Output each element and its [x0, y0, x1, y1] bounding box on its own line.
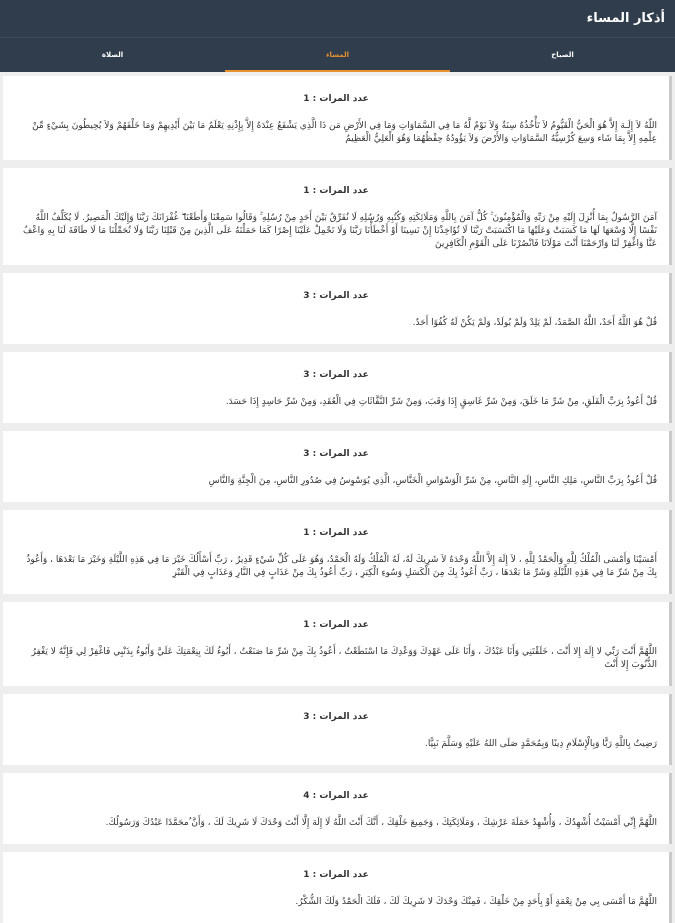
- repeat-count: عدد المرات : 1: [303, 528, 369, 538]
- app-bar: [0, 0, 675, 38]
- repeat-count: عدد المرات : 3: [303, 449, 369, 459]
- dhikr-text: آمَنَ الرَّسُولُ بِمَا أُنْزِلَ إِلَيْهِ مِنْ رَبِّهِ وَالْمُؤْمِنُونَ ۚ كُلٌّ آمَنَ بِاللَّهِ وَمَلَائِكَتِهِ وَكُتُبِهِ وَرُسُلِهِ لَا نُفَرِّقُ بَيْنَ أَحَدٍ مِنْ رُسُلِهِ ۚ وَقَالُوا سَمِعْنَا وَأَطَعْنَا ۖ غُفْرَانَكَ رَبَّنَا وَإِلَيْكَ الْمَصِيرُ. لَا يُكَلِّفُ اللَّهُ نَفْسًا إِلَّا وُسْعَهَا لَهَا مَا كَسَبَتْ وَعَلَيْهَا مَا اكْتَسَبَتْ رَبَّنَا لَا تُؤَاخِذْنَا إِنْ نَسِينَا أَوْ أَخْطَأْنَا رَبَّنَا وَلَا تَحْمِلْ عَلَيْنَا إِصْرًا كَمَا حَمَلْتَهُ عَلَى الَّذِينَ مِنْ قَبْلِنَا رَبَّنَا وَلَا تُحَمِّلْنَا مَا لَا طَاقَةَ لَنَا بِهِ وَاعْفُ عَنَّا وَاغْفِرْ لَنَا وَارْحَمْنَا أَنْتَ مَوْلَانَا فَانْصُرْنَا عَلَى الْقَوْمِ الْكَافِرِينَ: [22, 213, 657, 249]
- repeat-count: عدد المرات : 1: [303, 186, 369, 196]
- repeat-count: عدد المرات : 3: [303, 712, 369, 722]
- tab-prayer[interactable]: الصلاة: [101, 51, 124, 59]
- repeat-count: عدد المرات : 4: [303, 791, 369, 801]
- dhikr-text: قُلْ أَعُوذُ بِرَبِّ النَّاسِ، مَلِكِ النَّاسِ، إِلَهِ النَّاسِ، مِنْ شَرِّ الْوَسْوَاسِ الْخَنَّاسِ، الَّذِي يُوَسْوِسُ فِي صُدُورِ النَّاسِ، مِنَ الْجِنَّةِ وَالنَّاسِ: [208, 476, 657, 486]
- dhikr-card[interactable]: [3, 773, 672, 844]
- dhikr-text: اللَّهُمَّ إِنِّي أَمْسَيْتُ أُشْهِدُكَ ، وَأُشْهِدُ حَمَلَةَ عَرْشِكَ ، وَمَلَائِكَتِكَ ، وَجَمِيعَ خَلْقِكَ ، أَنَّكَ أَنْتَ اللَّهُ لَا إِلَهَ إِلَّا أَنْتَ وَحْدَكَ لَا شَرِيكَ لَكَ ، وَأَنَّ ُمحَمَّدًا عَبْدُكَ وَرَسُولُكَ.: [105, 818, 657, 828]
- repeat-count: عدد المرات : 1: [303, 620, 369, 630]
- dhikr-text: اللَّهُمَّ أَنْتَ رَبِّي لا إِلَهَ إِلا أَنْتَ ، خَلَقْتَنِي وَأَنَا عَبْدُكَ ، وَأَنَا عَلَى عَهْدِكَ وَوَعْدِكَ مَا اسْتَطَعْتُ ، أَعُوذُ بِكَ مِنْ شَرِّ مَا صَنَعْتُ ، أَبُوءُ لَكَ بِنِعْمَتِكَ عَلَيَّ وَأَبُوءُ بِذَنْبِي فَاغْفِرْ لِي فَإِنَّهُ لا يَغْفِرُ الذُّنُوبَ إِلا أَنْتَ: [31, 647, 657, 670]
- active-tab-indicator: [225, 70, 450, 72]
- repeat-count: عدد المرات : 1: [303, 870, 369, 880]
- dhikr-card[interactable]: [3, 694, 672, 765]
- dhikr-text: رَضِيتُ بِاللَّهِ رَبًّا وَبِالْإِسْلَامِ دِينًا وَبِمُحَمَّدٍ صَلَى اللهُ عَلَيْهِ وَسَلَّمَ نَبِيًّا.: [425, 739, 657, 749]
- dhikr-card[interactable]: [3, 273, 672, 344]
- dhikr-card[interactable]: [3, 602, 672, 686]
- dhikr-card[interactable]: [3, 431, 672, 502]
- tab-bar: [0, 38, 675, 72]
- dhikr-card[interactable]: [3, 168, 672, 265]
- dhikr-card[interactable]: [3, 352, 672, 423]
- dhikr-text: اللَّهُمَّ مَا أَمْسَى بِي مِنْ نِعْمَةٍ أَوْ بِأَحَدٍ مِنْ خَلْقِكَ ، فَمِنْكَ وَحْدَكَ لا شَرِيكَ لَكَ ، فَلَكَ الْحَمْدُ وَلَكَ الشُّكْرُ.: [295, 897, 657, 907]
- tab-evening[interactable]: المساء: [325, 51, 350, 59]
- dhikr-card[interactable]: [3, 852, 672, 923]
- dhikr-card[interactable]: [3, 510, 672, 594]
- repeat-count: عدد المرات : 1: [303, 94, 369, 104]
- dhikr-text: قُلْ أَعُوذُ بِرَبِّ الْفَلَقِ، مِنْ شَرِّ مَا خَلَقَ، وَمِنْ شَرِّ غَاسِقٍ إِذَا وَقَبَ، وَمِنْ شَرِّ النَّفَّاثَاتِ فِي الْعُقَدِ، وَمِنْ شَرِّ حَاسِدٍ إِذَا حَسَدَ.: [225, 397, 657, 407]
- dhikr-card[interactable]: [3, 76, 672, 160]
- repeat-count: عدد المرات : 3: [303, 291, 369, 301]
- adhkar-list[interactable]: [0, 72, 675, 923]
- repeat-count: عدد المرات : 3: [303, 370, 369, 380]
- dhikr-text: قُلْ هُوَ اللَّهُ أَحَدٌ، اللَّهُ الصَّمَدُ، لَمْ يَلِدْ وَلَمْ يُولَدْ، وَلَمْ يَكُنْ لَهُ كُفُوًا أَحَدٌ.: [412, 318, 657, 328]
- tab-morning[interactable]: الصباح: [551, 51, 574, 59]
- dhikr-text: أَمْسَيْنَا وَأَمْسَى الْمُلْكُ لِلَّهِ وَالْحَمْدُ لِلَّهِ ، لاَ إِلَهَ إِلاَّ اللَّهُ وَحْدَهُ لاَ شَرِيكَ لَهُ، لَهُ الْمُلْكُ وَلَهُ الْحَمْدُ، وَهُوَ عَلَى كُلِّ شَيْءٍ قَدِيرٌ ، رَبِّ أَسْأَلُكَ خَيْرَ مَا فِي هَذِهِ اللَّيْلَةِ وَخَيْرَ مَا بَعْدَهَا ، وَأَعُوذُ بِكَ مِنْ شَرِّ مَا فِي هَذِهِ اللَّيْلَةِ وَشَرِّ مَا بَعْدَهَا ، رَبِّ أَعُوذُ بِكَ مِنَ الْكَسَلِ وَسُوءِ الْكِبَرِ ، رَبِّ أَعُوذُ بِكَ مِنْ عَذَابٍ فِي النَّارِ وَعَذَابٍ فِي الْقَبْرِ: [26, 555, 657, 578]
- dhikr-text: اللّهُ لاَ إِلَـهَ إِلاَّ هُوَ الْحَيُّ الْقَيُّومُ لاَ تَأْخُذُهُ سِنَةٌ وَلاَ نَوْمٌ لَّهُ مَا فِي السَّمَاوَاتِ وَمَا فِي الأَرْضِ مَن ذَا الَّذِي يَشْفَعُ عِنْدَهُ إِلاَّ بِإِذْنِهِ يَعْلَمُ مَا بَيْنَ أَيْدِيهِمْ وَمَا خَلْفَهُمْ وَلاَ يُحِيطُونَ بِشَيْءٍ مِّنْ عِلْمِهِ إِلاَّ بِمَا شَاء وَسِعَ كُرْسِيُّهُ السَّمَاوَاتِ وَالأَرْضَ وَلاَ يَؤُودُهُ حِفْظُهُمَا وَهُوَ الْعَلِيُّ الْعَظِيمُ: [32, 121, 657, 144]
- app-title: أذكار المساء: [586, 11, 665, 26]
